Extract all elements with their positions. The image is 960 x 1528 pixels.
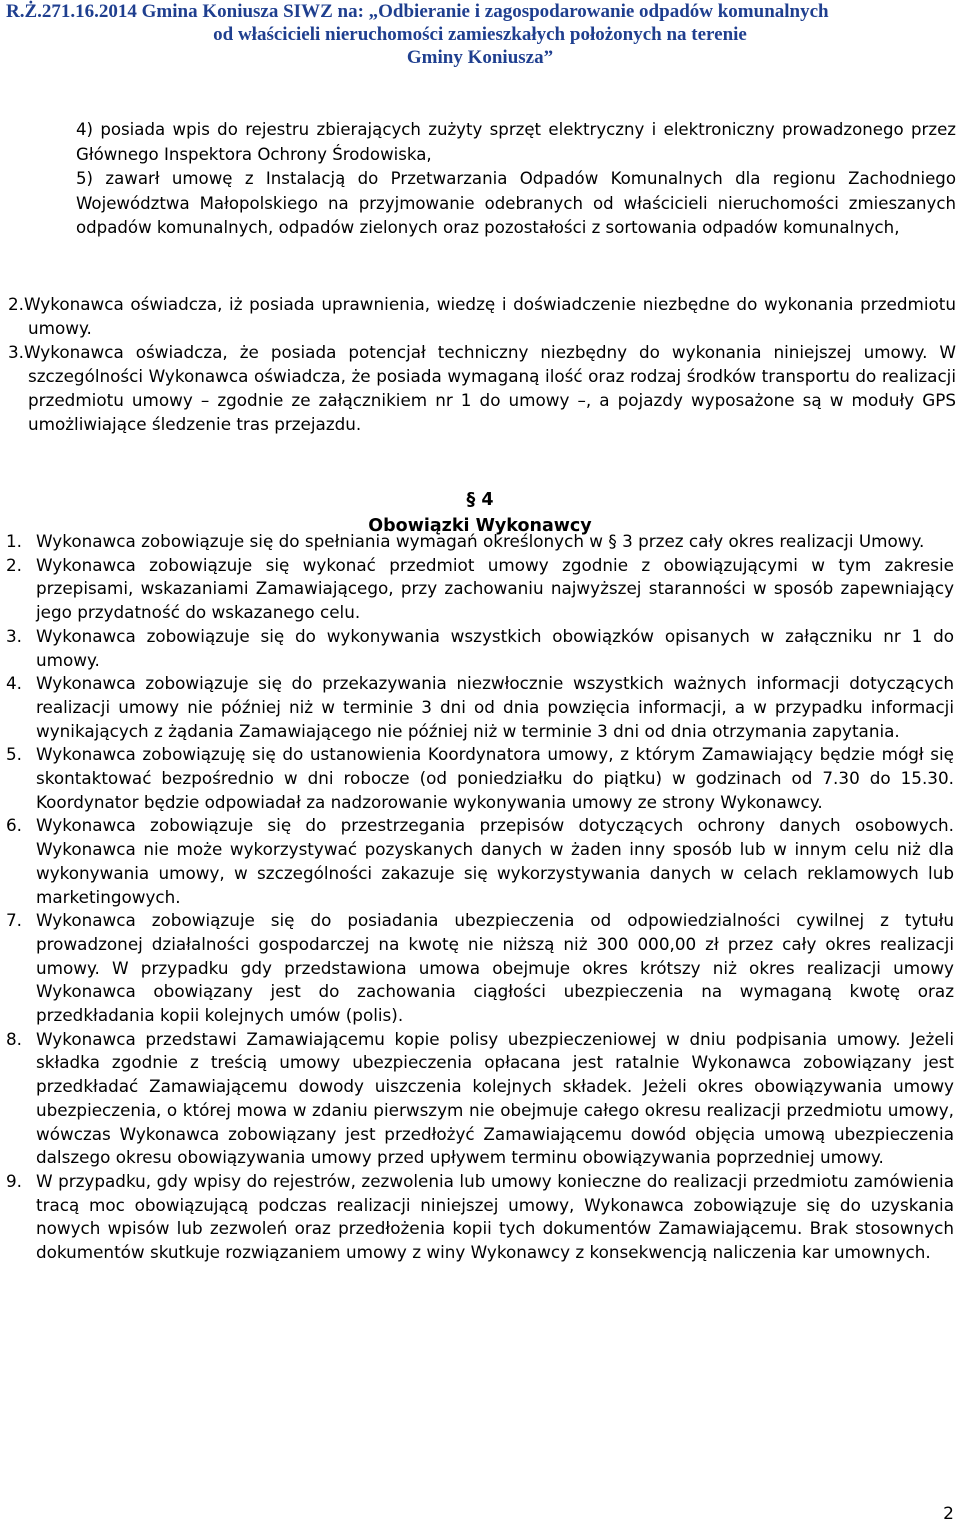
requirements-list [6, 118, 956, 241]
duty-text: Wykonawca zobowiązuje się do posiadania ubezpieczenia od odpowiedzialności cywilnej z tytułu prowadzonej działalności gospodarczej na kwotę nie niższą niż 300 000,00 zł przez cały okres realizacji umowy. W przypadku gdy przedstawiona umowa obejmuje okres krótszy niż okres realizacji umowy Wykonawca obowiązany jest do zachowania ciągłości ubezpieczenia na wymaganą kwotę oraz przedkładania kopii kolejnych umów (polis). [36, 910, 954, 1026]
section-number [0, 487, 960, 513]
duty-text: Wykonawca zobowiązuje się do przestrzegania przepisów dotyczących ochrony danych osobowych. Wykonawca nie może wykorzystywać pozyskanych danych w żaden inny sposób lub w innym celu niż dla wykonywania umowy, w szczególności zakazuje się wykorzystywania danych w celach reklamowych lub marketingowych. [36, 815, 954, 907]
duty-item [6, 814, 956, 909]
duty-item [6, 672, 956, 743]
section-symbol: § [466, 490, 476, 510]
duty-number: 7. [6, 910, 23, 931]
duty-number: 5. [6, 744, 23, 765]
duty-item [6, 1028, 956, 1170]
duty-item [6, 743, 956, 814]
declaration-2: 2.Wykonawca oświadcza, iż posiada uprawnienia, wiedzę i doświadczenie niezbędne do wykonania przedmiotu umowy. [8, 294, 956, 338]
duty-number: 6. [6, 815, 23, 836]
duty-text: Wykonawca zobowiązuje się wykonać przedmiot umowy zgodnie z obowiązującymi w tym zakresie przepisami, wskazaniami Zamawiającego, przy zachowaniu najwyższej staranności w sposób zapewniający jego przydatność do wskazanego celu. [36, 554, 954, 623]
requirement-item-4: 4) posiada wpis do rejestru zbierających zużyty sprzęt elektryczny i elektroniczny prowadzonego przez Głównego Inspektora Ochrony Środowiska, [76, 120, 956, 164]
page-number: 2 [943, 1504, 954, 1524]
duty-text: Wykonawca zobowiązuje się do przekazywania niezwłocznie wszystkich ważnych informacji dotyczących realizacji umowy nie później niż w terminie 3 dni od dnia powzięcia informacji, a w przypadku informacji wynikających z żądania Zamawiającego nie później niż w terminie 3 dni od dnia otrzymania zapytania. [36, 673, 954, 741]
requirement-item-5: 5) zawarł umowę z Instalacją do Przetwarzania Odpadów Komunalnych dla regionu Zachodniego Województwa Małopolskiego na przyjmowanie odebranych od właścicieli nieruchomości zmieszanych odpadów komunalnych, odpadów zielonych oraz pozostałości z sortowania odpadów komunalnych, [76, 169, 956, 237]
duty-number: 9. [6, 1170, 23, 1191]
header-line-2: od właścicieli nieruchomości zamieszkałych położonych na terenie [213, 24, 747, 45]
duty-number: 1. [6, 531, 23, 551]
duty-number: 4. [6, 673, 23, 694]
duty-item [6, 554, 956, 625]
contractor-declarations [6, 292, 956, 436]
duty-text: Wykonawca zobowiązuje się do wykonywania wszystkich obowiązków opisanych w załączniku nr 1 do umowy. [36, 625, 954, 670]
duty-number: 2. [6, 554, 23, 575]
declaration-3: 3.Wykonawca oświadcza, że posiada potencjał techniczny niezbędny do wykonania niniejszej umowy. W szczególności Wykonawca oświadcza, że posiada wymaganą ilość oraz rodzaj środków transportu do realizacji przedmiotu umowy – zgodnie ze załącznikiem nr 1 do umowy –, a pojazdy wyposażone są w moduły GPS umożliwiające śledzenie tras przejazdu. [8, 342, 956, 434]
duty-item [6, 909, 956, 1028]
duty-number: 8. [6, 1028, 23, 1049]
duty-item [6, 530, 956, 554]
duty-text: Wykonawca zobowiązuję się do ustanowienia Koordynatora umowy, z którym Zamawiający będzie mógł się skontaktować bezpośrednio w dni robocze (od poniedziałku do piątku) w godzinach od 7.30 do 15.30. Koordynator będzie odpowiadał za nadzorowanie wykonywania umowy ze strony Wykonawcy. [36, 744, 954, 812]
duty-item [6, 625, 956, 672]
duty-text: W przypadku, gdy wpisy do rejestrów, zezwolenia lub umowy konieczne do realizacji przedmiotu zamówienia tracą moc obowiązującą podczas realizacji niniejszej umowy, Wykonawca zobowiązuje się do uzyskania nowych wpisów lub zezwoleń oraz przedłożenia kopii tych dokumentów Zamawiającemu. Brak stosownych dokumentów skutkuje rozwiązaniem umowy z winy Wykonawcy z konsekwencją naliczenia kar umownych. [36, 1170, 954, 1263]
section-number-value: 4 [481, 490, 494, 510]
duty-text: Wykonawca przedstawi Zamawiającemu kopie polisy ubezpieczeniowej w dniu podpisania umowy. Jeżeli składka zgodnie z treścią umowy ubezpieczenia opłacana jest ratalnie Wykonawca zobowiązany jest przedkładać Zamawiającemu dowody uiszczenia kolejnych składek. Jeżeli okres obowiązywania umowy ubezpieczenia, o której mowa w zdaniu pierwszym nie obejmuje całego okresu realizacji przedmiotu umowy, wówczas Wykonawca zobowiązany jest przedłożyć Zamawiającemu dowód objęcia umową ubezpieczenia dalszego okresu obowiązywania umowy przed upływem terminu obowiązywania poprzedniej umowy. [36, 1028, 954, 1168]
duty-number: 3. [6, 625, 23, 646]
duties-list [6, 530, 956, 1265]
header-line-3: Gminy Koniusza” [406, 47, 554, 68]
header-line-1: R.Ż.271.16.2014 Gmina Koniusza SIWZ na: „Odbieranie i zagospodarowanie odpadów komunalnych [6, 1, 829, 22]
duty-text: Wykonawca zobowiązuje się do spełniania wymagań określonych w § 3 przez cały okres realizacji Umowy. [36, 531, 925, 551]
section-title-text: Obowiązki Wykonawcy [368, 516, 592, 536]
duty-item [6, 1170, 956, 1265]
document-header [0, 0, 960, 69]
